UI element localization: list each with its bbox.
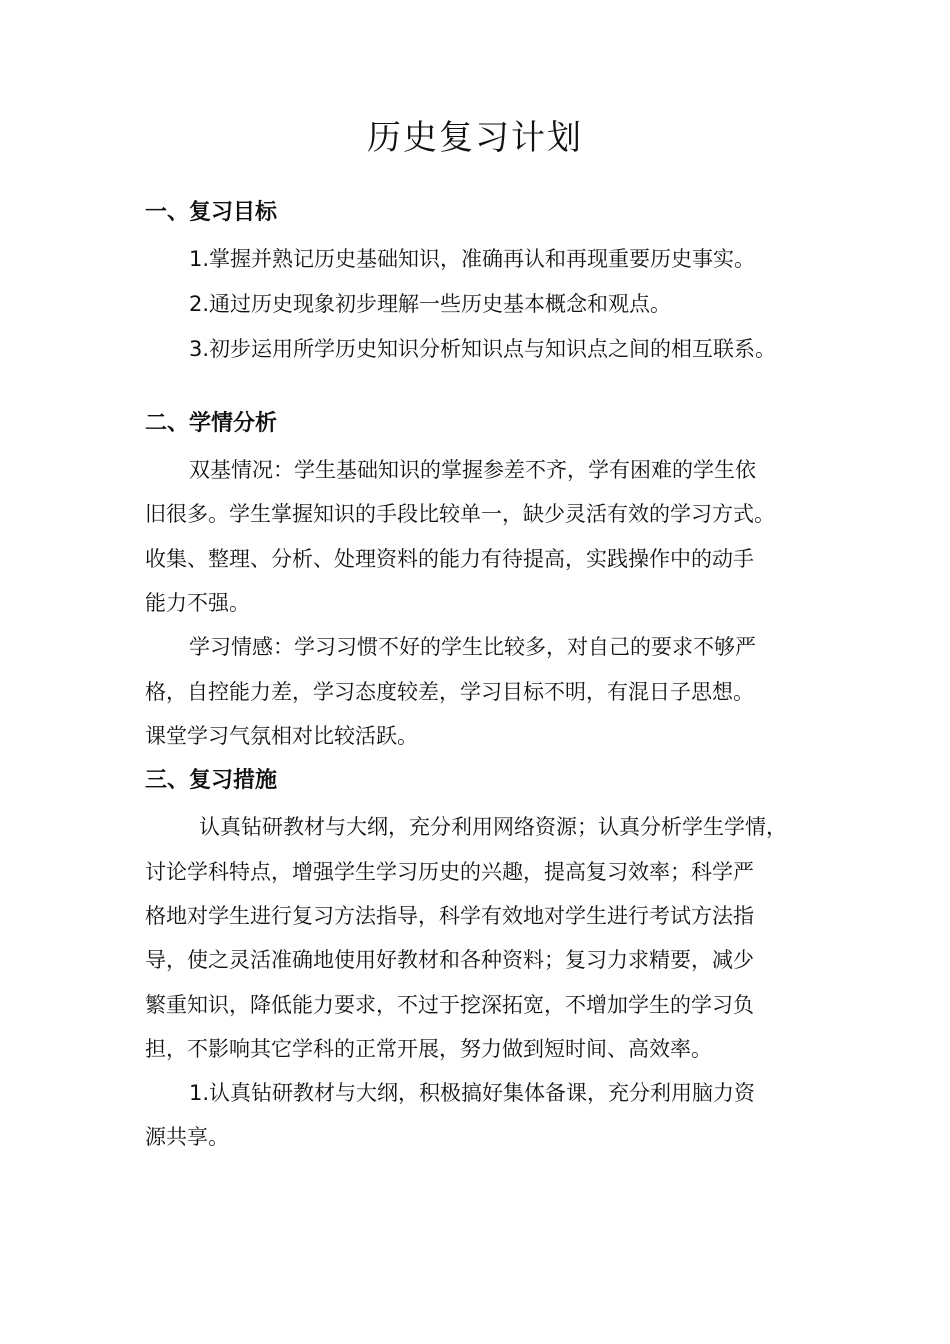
document-title: 历史复习计划 bbox=[367, 118, 583, 158]
paragraph-line: 收集、整理、分析、处理资料的能力有待提高，实践操作中的动手 bbox=[145, 547, 754, 571]
paragraph-line: 认真钻研教材与大纲，充分利用网络资源；认真分析学生学情， bbox=[199, 815, 787, 839]
paragraph-line: 3.初步运用所学历史知识分析知识点与知识点之间的相互联系。 bbox=[189, 337, 777, 361]
paragraph-line: 2.通过历史现象初步理解一些历史基本概念和观点。 bbox=[189, 292, 672, 316]
section-heading-measures: 三、复习措施 bbox=[145, 768, 278, 793]
paragraph-line: 课堂学习气氛相对比较活跃。 bbox=[145, 724, 418, 748]
paragraph-line: 担，不影响其它学科的正常开展，努力做到短时间、高效率。 bbox=[145, 1037, 712, 1061]
paragraph-line: 导，使之灵活准确地使用好教材和各种资料；复习力求精要，减少 bbox=[145, 948, 754, 972]
paragraph-line: 能力不强。 bbox=[145, 591, 250, 615]
paragraph-line: 繁重知识，降低能力要求，不过于挖深拓宽，不增加学生的学习负 bbox=[145, 993, 754, 1017]
paragraph-line: 1.掌握并熟记历史基础知识，准确再认和再现重要历史事实。 bbox=[189, 247, 756, 271]
paragraph-line: 旧很多。学生掌握知识的手段比较单一，缺少灵活有效的学习方式。 bbox=[145, 502, 775, 526]
paragraph-line: 讨论学科特点，增强学生学习历史的兴趣，提高复习效率；科学严 bbox=[145, 860, 754, 884]
paragraph-line: 源共享。 bbox=[145, 1125, 229, 1149]
paragraph-line: 双基情况：学生基础知识的掌握参差不齐，学有困难的学生依 bbox=[189, 458, 756, 482]
paragraph-line: 格地对学生进行复习方法指导，科学有效地对学生进行考试方法指 bbox=[145, 904, 754, 928]
paragraph-line: 格，自控能力差，学习态度较差，学习目标不明，有混日子思想。 bbox=[145, 680, 754, 704]
section-heading-goals: 一、复习目标 bbox=[145, 200, 278, 225]
section-heading-analysis: 二、学情分析 bbox=[145, 411, 278, 436]
paragraph-line: 1.认真钻研教材与大纲，积极搞好集体备课，充分利用脑力资 bbox=[189, 1081, 756, 1105]
paragraph-line: 学习情感：学习习惯不好的学生比较多，对自己的要求不够严 bbox=[189, 635, 756, 659]
